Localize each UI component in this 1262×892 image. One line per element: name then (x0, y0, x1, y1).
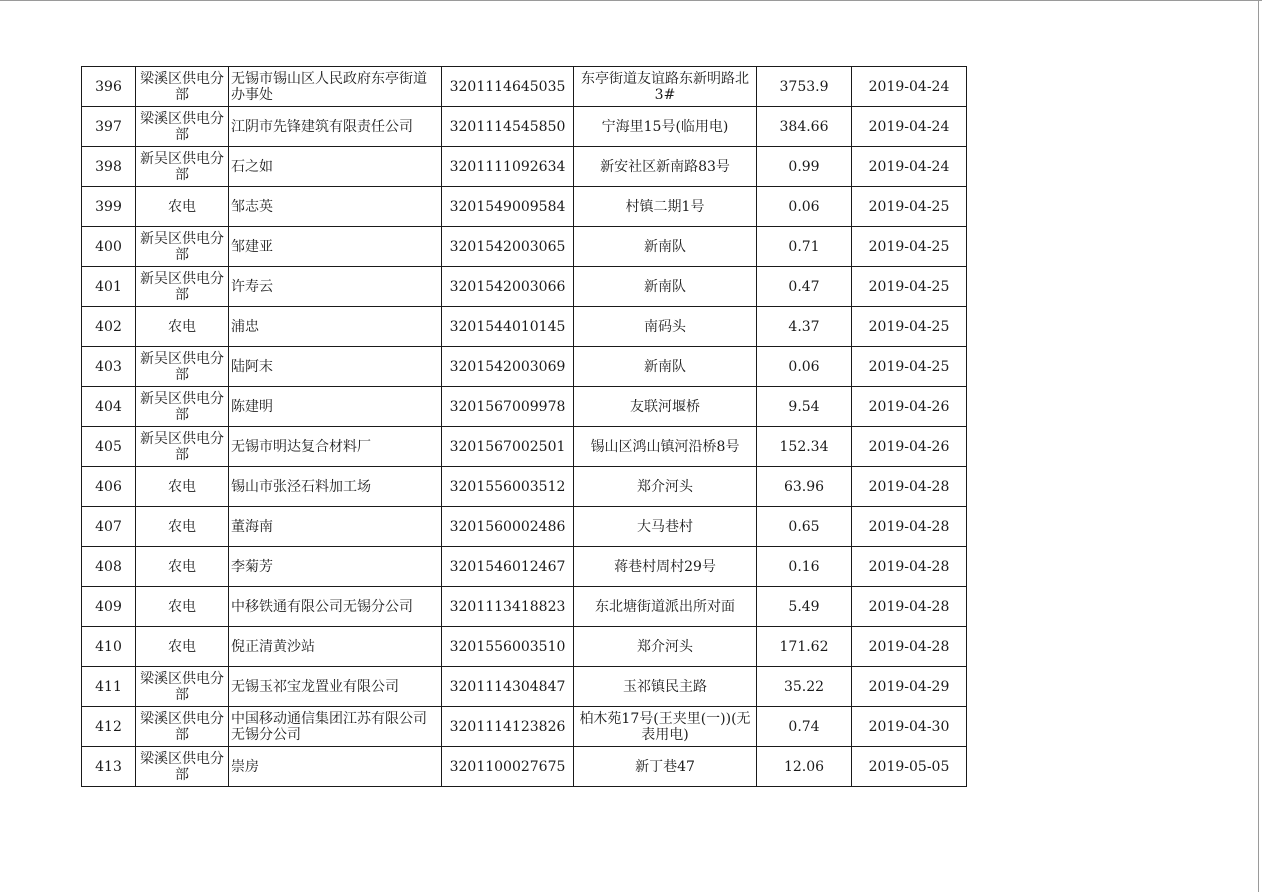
cell-customer-name: 李菊芳 (229, 547, 442, 587)
cell-account-number: 3201114545850 (442, 107, 574, 147)
cell-account-number: 3201549009584 (442, 187, 574, 227)
cell-address: 玉祁镇民主路 (574, 667, 757, 707)
table-row (82, 627, 967, 667)
cell-date: 2019-04-24 (852, 67, 967, 107)
cell-customer-name: 许寿云 (229, 267, 442, 307)
cell-row-number: 410 (82, 627, 136, 667)
cell-address: 锡山区鸿山镇河沿桥8号 (574, 427, 757, 467)
cell-date: 2019-04-28 (852, 467, 967, 507)
cell-supply-unit: 新吴区供电分部 (136, 227, 229, 267)
cell-date: 2019-04-25 (852, 307, 967, 347)
cell-row-number: 409 (82, 587, 136, 627)
cell-supply-unit: 新吴区供电分部 (136, 387, 229, 427)
cell-account-number: 3201542003065 (442, 227, 574, 267)
cell-address: 村镇二期1号 (574, 187, 757, 227)
cell-amount: 171.62 (757, 627, 852, 667)
cell-customer-name: 陆阿末 (229, 347, 442, 387)
table-row (82, 227, 967, 267)
cell-customer-name: 江阴市先锋建筑有限责任公司 (229, 107, 442, 147)
table-row (82, 307, 967, 347)
table-row (82, 147, 967, 187)
cell-date: 2019-04-24 (852, 147, 967, 187)
cell-amount: 35.22 (757, 667, 852, 707)
cell-amount: 0.16 (757, 547, 852, 587)
cell-amount: 63.96 (757, 467, 852, 507)
cell-supply-unit: 梁溪区供电分部 (136, 107, 229, 147)
table-row (82, 467, 967, 507)
cell-address: 友联河堰桥 (574, 387, 757, 427)
cell-supply-unit: 农电 (136, 627, 229, 667)
cell-amount: 5.49 (757, 587, 852, 627)
cell-amount: 0.99 (757, 147, 852, 187)
records-table (81, 66, 967, 787)
cell-supply-unit: 新吴区供电分部 (136, 267, 229, 307)
cell-customer-name: 陈建明 (229, 387, 442, 427)
cell-supply-unit: 新吴区供电分部 (136, 347, 229, 387)
table-row (82, 507, 967, 547)
cell-supply-unit: 农电 (136, 507, 229, 547)
cell-row-number: 397 (82, 107, 136, 147)
cell-customer-name: 中移铁通有限公司无锡分公司 (229, 587, 442, 627)
table-row (82, 107, 967, 147)
cell-date: 2019-04-28 (852, 587, 967, 627)
cell-supply-unit: 农电 (136, 187, 229, 227)
cell-address: 东亭街道友谊路东新明路北3# (574, 67, 757, 107)
cell-date: 2019-04-28 (852, 627, 967, 667)
cell-account-number: 3201542003069 (442, 347, 574, 387)
table-row (82, 547, 967, 587)
cell-date: 2019-04-29 (852, 667, 967, 707)
cell-amount: 9.54 (757, 387, 852, 427)
cell-row-number: 408 (82, 547, 136, 587)
cell-account-number: 3201544010145 (442, 307, 574, 347)
cell-account-number: 3201556003510 (442, 627, 574, 667)
cell-row-number: 413 (82, 747, 136, 787)
cell-address: 新南队 (574, 227, 757, 267)
cell-row-number: 399 (82, 187, 136, 227)
cell-date: 2019-05-05 (852, 747, 967, 787)
cell-supply-unit: 梁溪区供电分部 (136, 707, 229, 747)
cell-date: 2019-04-25 (852, 187, 967, 227)
cell-row-number: 403 (82, 347, 136, 387)
cell-amount: 0.06 (757, 347, 852, 387)
cell-amount: 0.65 (757, 507, 852, 547)
cell-row-number: 411 (82, 667, 136, 707)
table-row (82, 267, 967, 307)
cell-date: 2019-04-25 (852, 347, 967, 387)
cell-date: 2019-04-28 (852, 547, 967, 587)
cell-account-number: 3201567009978 (442, 387, 574, 427)
cell-amount: 0.71 (757, 227, 852, 267)
cell-amount: 384.66 (757, 107, 852, 147)
cell-row-number: 398 (82, 147, 136, 187)
cell-amount: 0.47 (757, 267, 852, 307)
cell-customer-name: 锡山市张泾石料加工场 (229, 467, 442, 507)
cell-account-number: 3201556003512 (442, 467, 574, 507)
cell-amount: 3753.9 (757, 67, 852, 107)
cell-date: 2019-04-25 (852, 267, 967, 307)
cell-customer-name: 无锡市明达复合材料厂 (229, 427, 442, 467)
cell-row-number: 400 (82, 227, 136, 267)
table-row (82, 347, 967, 387)
cell-address: 新安社区新南路83号 (574, 147, 757, 187)
cell-supply-unit: 农电 (136, 587, 229, 627)
cell-supply-unit: 梁溪区供电分部 (136, 67, 229, 107)
cell-address: 新南队 (574, 347, 757, 387)
cell-customer-name: 邹志英 (229, 187, 442, 227)
cell-address: 柏木苑17号(王夹里(一))(无表用电) (574, 707, 757, 747)
cell-account-number: 3201114645035 (442, 67, 574, 107)
cell-date: 2019-04-25 (852, 227, 967, 267)
cell-account-number: 3201567002501 (442, 427, 574, 467)
cell-address: 蒋巷村周村29号 (574, 547, 757, 587)
cell-customer-name: 邹建亚 (229, 227, 442, 267)
table-row (82, 747, 967, 787)
cell-row-number: 402 (82, 307, 136, 347)
cell-customer-name: 浦忠 (229, 307, 442, 347)
table-row (82, 427, 967, 467)
cell-address: 新南队 (574, 267, 757, 307)
cell-date: 2019-04-30 (852, 707, 967, 747)
cell-account-number: 3201113418823 (442, 587, 574, 627)
table-body (82, 67, 967, 787)
page-border-top (0, 0, 1262, 1)
cell-customer-name: 无锡市锡山区人民政府东亭街道办事处 (229, 67, 442, 107)
cell-row-number: 396 (82, 67, 136, 107)
table-row (82, 187, 967, 227)
cell-supply-unit: 新吴区供电分部 (136, 427, 229, 467)
cell-customer-name: 崇房 (229, 747, 442, 787)
cell-account-number: 3201114123826 (442, 707, 574, 747)
cell-amount: 152.34 (757, 427, 852, 467)
cell-account-number: 3201542003066 (442, 267, 574, 307)
cell-amount: 4.37 (757, 307, 852, 347)
cell-account-number: 3201100027675 (442, 747, 574, 787)
cell-row-number: 405 (82, 427, 136, 467)
cell-account-number: 3201114304847 (442, 667, 574, 707)
cell-customer-name: 中国移动通信集团江苏有限公司无锡分公司 (229, 707, 442, 747)
cell-date: 2019-04-24 (852, 107, 967, 147)
table-row (82, 387, 967, 427)
cell-date: 2019-04-26 (852, 387, 967, 427)
cell-supply-unit: 梁溪区供电分部 (136, 667, 229, 707)
cell-address: 郑介河头 (574, 467, 757, 507)
cell-account-number: 3201546012467 (442, 547, 574, 587)
cell-date: 2019-04-28 (852, 507, 967, 547)
cell-address: 郑介河头 (574, 627, 757, 667)
cell-row-number: 406 (82, 467, 136, 507)
cell-row-number: 412 (82, 707, 136, 747)
cell-supply-unit: 农电 (136, 307, 229, 347)
cell-supply-unit: 梁溪区供电分部 (136, 747, 229, 787)
cell-date: 2019-04-26 (852, 427, 967, 467)
cell-supply-unit: 农电 (136, 467, 229, 507)
cell-customer-name: 无锡玉祁宝龙置业有限公司 (229, 667, 442, 707)
table-row (82, 667, 967, 707)
cell-row-number: 404 (82, 387, 136, 427)
cell-account-number: 3201111092634 (442, 147, 574, 187)
cell-amount: 0.74 (757, 707, 852, 747)
cell-supply-unit: 农电 (136, 547, 229, 587)
cell-address: 新丁巷47 (574, 747, 757, 787)
cell-address: 东北塘街道派出所对面 (574, 587, 757, 627)
cell-amount: 0.06 (757, 187, 852, 227)
cell-customer-name: 倪正清黄沙站 (229, 627, 442, 667)
cell-amount: 12.06 (757, 747, 852, 787)
cell-address: 南码头 (574, 307, 757, 347)
cell-row-number: 401 (82, 267, 136, 307)
cell-customer-name: 董海南 (229, 507, 442, 547)
cell-row-number: 407 (82, 507, 136, 547)
cell-account-number: 3201560002486 (442, 507, 574, 547)
table-row (82, 587, 967, 627)
table-row (82, 707, 967, 747)
cell-address: 宁海里15号(临用电) (574, 107, 757, 147)
table-row (82, 67, 967, 107)
cell-address: 大马巷村 (574, 507, 757, 547)
page-border-right (1258, 0, 1259, 892)
cell-supply-unit: 新吴区供电分部 (136, 147, 229, 187)
cell-customer-name: 石之如 (229, 147, 442, 187)
